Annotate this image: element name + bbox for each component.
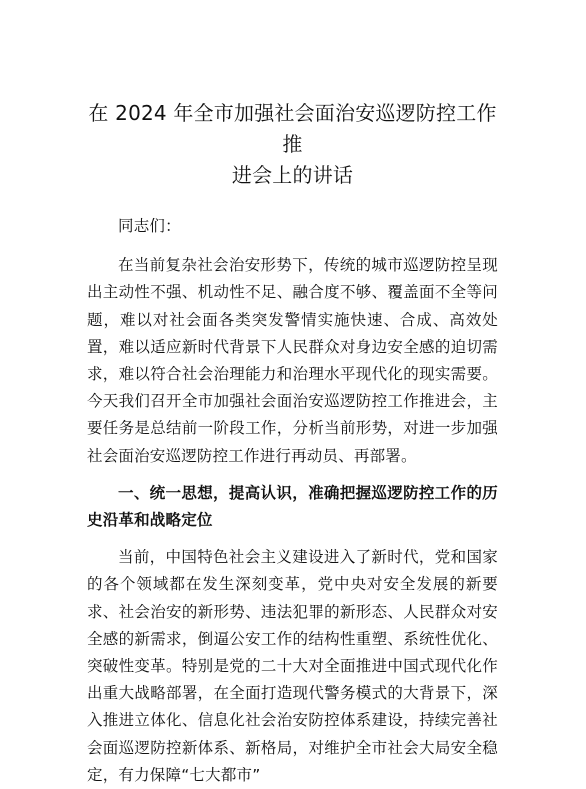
paragraph-intro: 在当前复杂社会治安形势下，传统的城市巡逻防控呈现出主动性不强、机动性不足、融合度不够、覆盖面不全等问题，难以对社会面各类突发警情实施快速、合成、高效处置，难以适应新时代背景下人民群众对身边安全感的迫切需求，难以符合社会治理能力和治理水平现代化的现实需要。今天我们召开全市加强社会面治安巡逻防控工作推进会，主要任务是总结前一阶段工作，分析当前形势，对进一步加强社会面治安巡逻防控工作进行再动员、再部署。: [87, 256, 498, 465]
title-line-2: 进会上的讲话: [231, 163, 354, 187]
document-title: [87, 98, 498, 191]
section-heading-1: 一、统一思想，提高认识，准确把握巡逻防控工作的历史沿革和战略定位: [87, 483, 498, 530]
salutation: 同志们：: [118, 217, 181, 235]
title-line-1: 在 2024 年全市加强社会面治安巡逻防控工作推: [88, 101, 497, 156]
paragraph-section-1: 当前，中国特色社会主义建设进入了新时代，党和国家的各个领域都在发生深刻变革，党中央对安全发展的新要求、社会治安的新形势、违法犯罪的新形态、人民群众对安全感的新需求，倒逼公安工作的结构性重塑、系统性优化、突破性变革。特别是党的二十大对全面推进中国式现代化作出重大战略部署，在全面打造现代警务模式的大背景下，深入推进立体化、信息化社会治安防控体系建设，持续完善社会面巡逻防控新体系、新格局，对维护全市社会大局安全稳定，有力保障“七大都市”: [87, 548, 498, 784]
